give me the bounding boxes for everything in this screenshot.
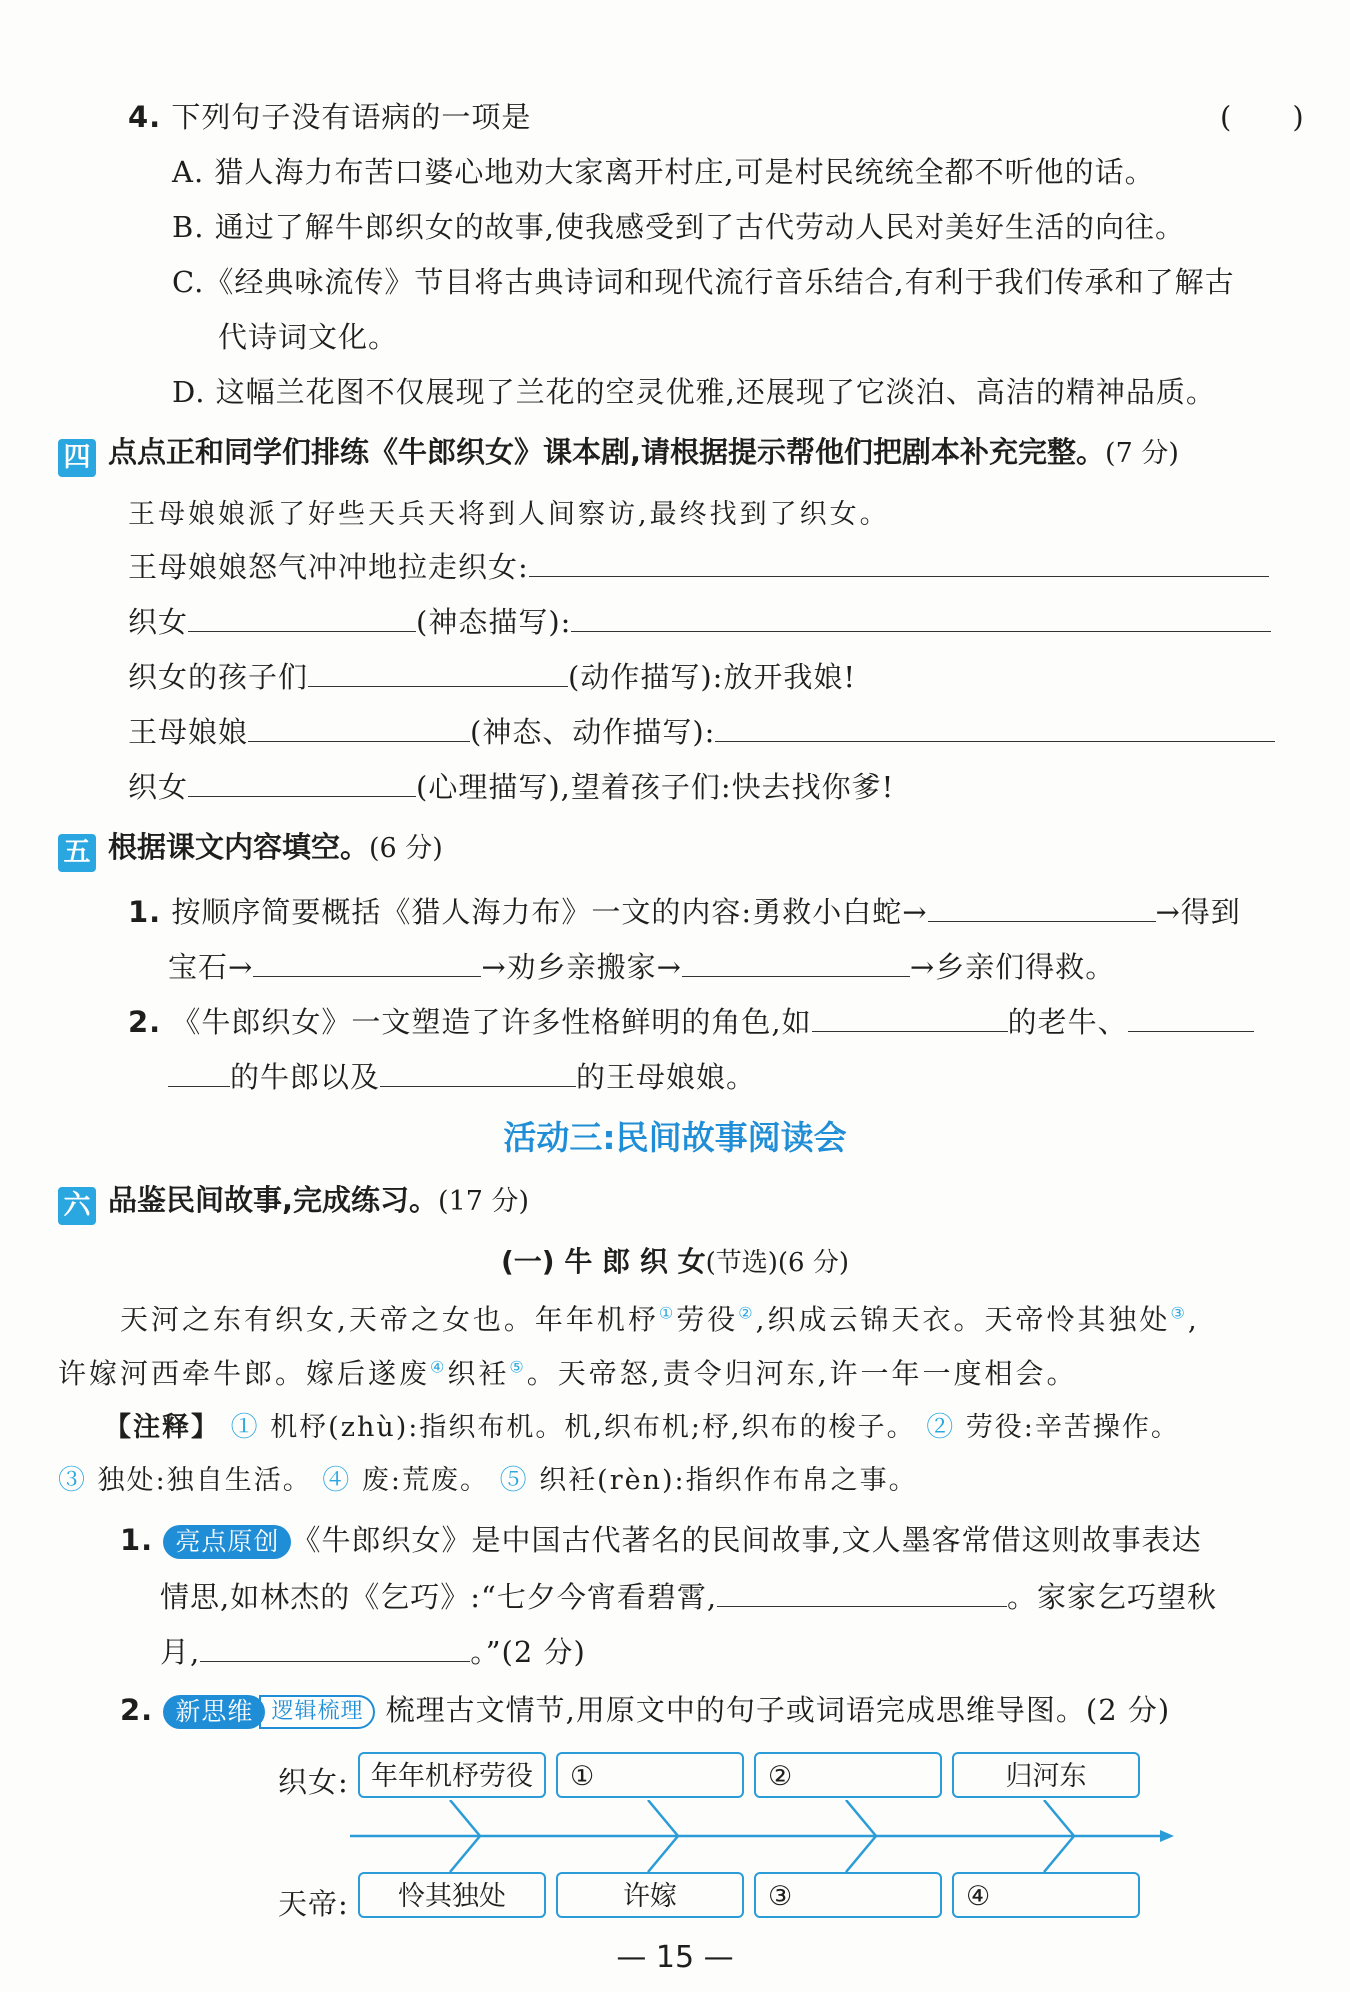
sec5-q2-line2: 的牛郎以及 的王母娘娘。: [168, 1055, 756, 1096]
q4-option-d: D. 这幅兰花图不仅展现了兰花的空灵优雅,还展现了它淡泊、高洁的精神品质。: [172, 375, 1216, 409]
sec5-q2-blank-1[interactable]: [812, 1001, 1008, 1032]
section-six-header: 六 品鉴民间故事,完成练习。(17 分): [58, 1178, 529, 1225]
logic-badge: 逻辑梳理: [259, 1695, 375, 1729]
new-thinking-badge: 新思维: [163, 1695, 265, 1729]
mindmap-bottom-box-4[interactable]: ④: [952, 1872, 1140, 1918]
sec4-blank-2[interactable]: [188, 601, 416, 632]
sec6-notes-line1: 【注释】 ① 机杼(zhù):指织布机。机,织布机;杼,织布的梭子。 ② 劳役:辛苦操作。: [104, 1412, 1180, 1443]
mindmap-timeline-arrow: [340, 1800, 1180, 1872]
sec6-passage-line2: 许嫁河西牵牛郎。嫁后遂废④织衽⑤。天帝怒,责令归河东,许一年一度相会。: [58, 1357, 1078, 1390]
sec5-q2-blank-3[interactable]: [380, 1056, 576, 1087]
sec4-blank-6[interactable]: [715, 711, 1275, 742]
sec4-blank-4[interactable]: [308, 656, 568, 687]
sec6-q1-blank-2[interactable]: [200, 1631, 470, 1662]
sec6-notes-line2: ③ 独处:独自生活。 ④ 废:荒废。 ⑤ 织衽(rèn):指织作布帛之事。: [58, 1465, 918, 1496]
q4-option-a: A. 猎人海力布苦口婆心地劝大家离开村庄,可是村民统统全都不听他的话。: [172, 155, 1155, 189]
sec6-q1-blank-1[interactable]: [717, 1576, 1007, 1607]
sec4-line3: 织女的孩子们 (动作描写):放开我娘!: [128, 655, 856, 696]
q4-answer-paren[interactable]: ( ): [1220, 100, 1305, 134]
sec6-q1-line3: 月, 。”(2 分): [160, 1630, 586, 1671]
sec6-subtitle: (一) 牛 郎 织 女(节选)(6 分): [501, 1245, 849, 1278]
mindmap-tiandi-label: 天帝:: [278, 1887, 349, 1921]
section-six-icon: 六: [58, 1187, 96, 1225]
mindmap-bottom-box-2: 许嫁: [556, 1872, 744, 1918]
sec4-line2: 织女 (神态描写):: [128, 600, 1271, 641]
mindmap-top-box-3[interactable]: ②: [754, 1752, 942, 1798]
sec4-blank-5[interactable]: [248, 711, 470, 742]
section-four-header: 四 点点正和同学们排练《牛郎织女》课本剧,请根据提示帮他们把剧本补充完整。(7 分): [58, 430, 1179, 477]
sec5-q2-blank-2b[interactable]: [168, 1056, 230, 1087]
q4-option-c-cont: 代诗词文化。: [218, 320, 399, 354]
sec6-q1-line1: 1. 亮点原创 《牛郎织女》是中国古代著名的民间故事,文人墨客常借这则故事表达: [120, 1523, 1202, 1557]
mindmap-bottom-box-1: 怜其独处: [358, 1872, 546, 1918]
sec4-blank-3[interactable]: [571, 601, 1271, 632]
sec4-line4: 王母娘娘 (神态、动作描写):: [128, 710, 1275, 751]
q4-option-b: B. 通过了解牛郎织女的故事,使我感受到了古代劳动人民对美好生活的向往。: [172, 210, 1185, 244]
mindmap-bottom-box-3[interactable]: ③: [754, 1872, 942, 1918]
q4-stem: 4. 下列句子没有语病的一项是: [128, 100, 532, 134]
mindmap-top-box-2[interactable]: ①: [556, 1752, 744, 1798]
sec4-blank-1[interactable]: [529, 546, 1269, 577]
q4-option-c: C.《经典咏流传》节目将古典诗词和现代流行音乐结合,有利于我们传承和了解古: [172, 265, 1235, 299]
sec5-q1-line1: 1. 按顺序简要概括《猎人海力布》一文的内容:勇救小白蛇→ →得到: [128, 890, 1241, 931]
page-number: — 15 —: [616, 1940, 734, 1975]
sec5-q2-line1: 2. 《牛郎织女》一文塑造了许多性格鲜明的角色,如 的老牛、: [128, 1000, 1254, 1041]
sec6-q1-line2: 情思,如林杰的《乞巧》:“七夕今宵看碧霄, 。家家乞巧望秋: [160, 1575, 1217, 1616]
sec4-line1: 王母娘娘怒气冲冲地拉走织女:: [128, 545, 1269, 586]
mindmap-top-box-4: 归河东: [952, 1752, 1140, 1798]
mindmap-top-box-1: 年年机杼劳役: [358, 1752, 546, 1798]
sec6-q2-line: 2. 新思维 逻辑梳理 梳理古文情节,用原文中的句子或词语完成思维导图。(2 分): [120, 1693, 1171, 1727]
section-four-icon: 四: [58, 439, 96, 477]
sec5-q1-blank-2[interactable]: [253, 946, 481, 977]
activity-title: 活动三:民间故事阅读会: [503, 1118, 847, 1157]
sec6-passage-line1: 天河之东有织女,天帝之女也。年年机杼①劳役②,织成云锦天衣。天帝怜其独处③,: [120, 1303, 1200, 1336]
sec5-q1-blank-1[interactable]: [928, 891, 1156, 922]
sec5-q1-line2: 宝石→ →劝乡亲搬家→ →乡亲们得救。: [168, 945, 1115, 986]
sec4-intro: 王母娘娘派了好些天兵天将到人间察访,最终找到了织女。: [128, 499, 890, 530]
mindmap-zhinv-label: 织女:: [278, 1765, 349, 1799]
original-badge: 亮点原创: [163, 1525, 291, 1559]
sec4-line5: 织女 (心理描写),望着孩子们:快去找你爹!: [128, 765, 894, 806]
section-five-header: 五 根据课文内容填空。(6 分): [58, 825, 443, 872]
section-five-icon: 五: [58, 834, 96, 872]
sec5-q2-blank-2[interactable]: [1128, 1001, 1254, 1032]
sec4-blank-7[interactable]: [188, 766, 416, 797]
sec5-q1-blank-3[interactable]: [682, 946, 910, 977]
